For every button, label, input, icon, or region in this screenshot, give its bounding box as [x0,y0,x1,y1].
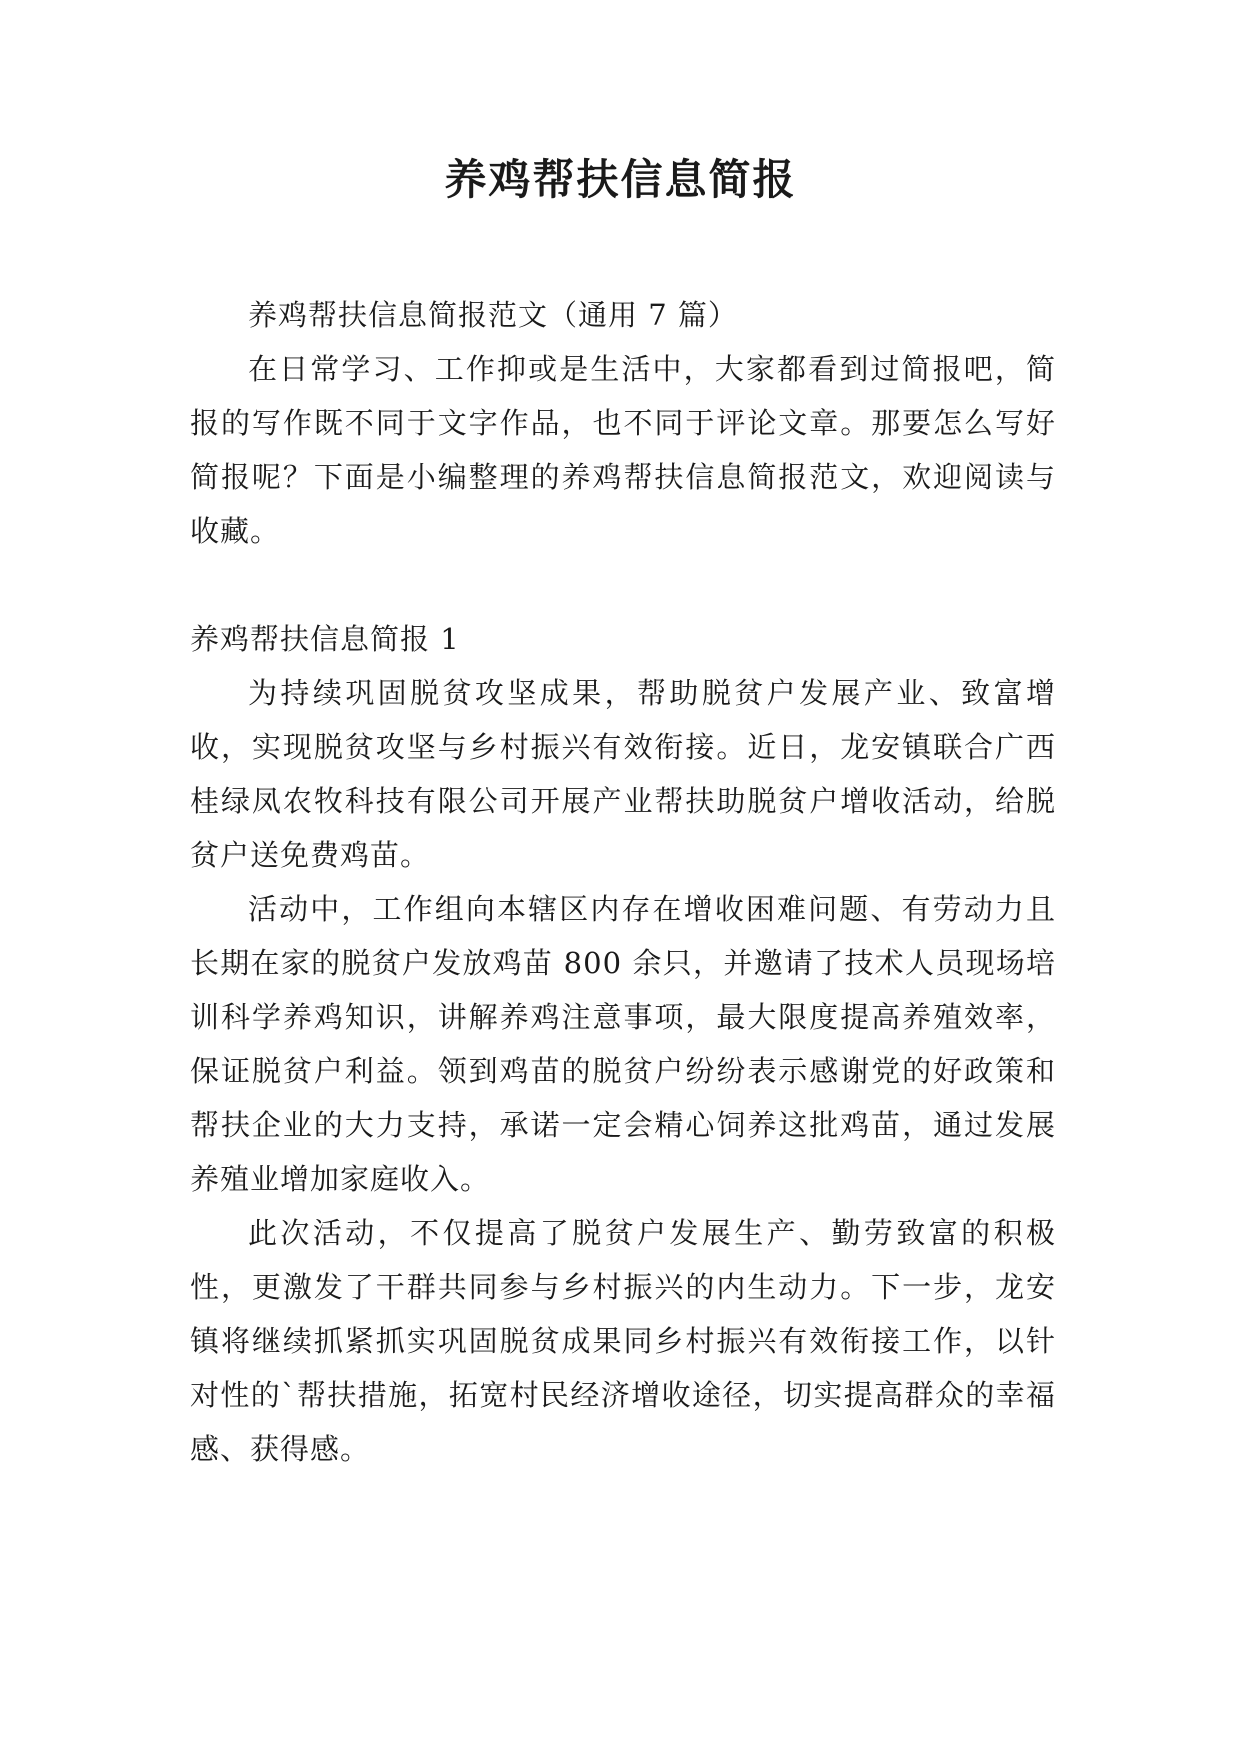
document-title: 养鸡帮扶信息简报 [444,155,797,204]
body-paragraph-2: 活动中，工作组向本辖区内存在增收困难问题、有劳动力且长期在家的脱贫户发放鸡苗 800 余只，并邀请了技术人员现场培训科学养鸡知识，讲解养鸡注意事项，最大限度提高养殖效率，保证脱贫户利益。领到鸡苗的脱贫户纷纷表示感谢党的好政策和帮扶企业的大力支持，承诺一定会精心饲养这批鸡苗，通过发展养殖业增加家庭收入。 [190,892,1056,1196]
body-paragraph-3: 此次活动，不仅提高了脱贫户发展生产、勤劳致富的积极性，更激发了干群共同参与乡村振兴的内生动力。下一步，龙安镇将继续抓紧抓实巩固脱贫成果同乡村振兴有效衔接工作，以针对性的`帮扶措施，拓宽村民经济增收途径，切实提高群众的幸福感、获得感。 [190,1216,1056,1466]
intro-paragraph: 在日常学习、工作抑或是生活中，大家都看到过简报吧，简报的写作既不同于文字作品，也不同于评论文章。那要怎么写好简报呢？下面是小编整理的养鸡帮扶信息简报范文，欢迎阅读与收藏。 [190,352,1056,548]
document-subtitle: 养鸡帮扶信息简报范文（通用 7 篇） [248,298,738,332]
section-heading: 养鸡帮扶信息简报 1 [190,622,460,656]
body-paragraph-1: 为持续巩固脱贫攻坚成果，帮助脱贫户发展产业、致富增收，实现脱贫攻坚与乡村振兴有效衔接。近日，龙安镇联合广西桂绿凤农牧科技有限公司开展产业帮扶助脱贫户增收活动，给脱贫户送免费鸡苗。 [190,676,1056,872]
document-body [190,288,1056,1476]
